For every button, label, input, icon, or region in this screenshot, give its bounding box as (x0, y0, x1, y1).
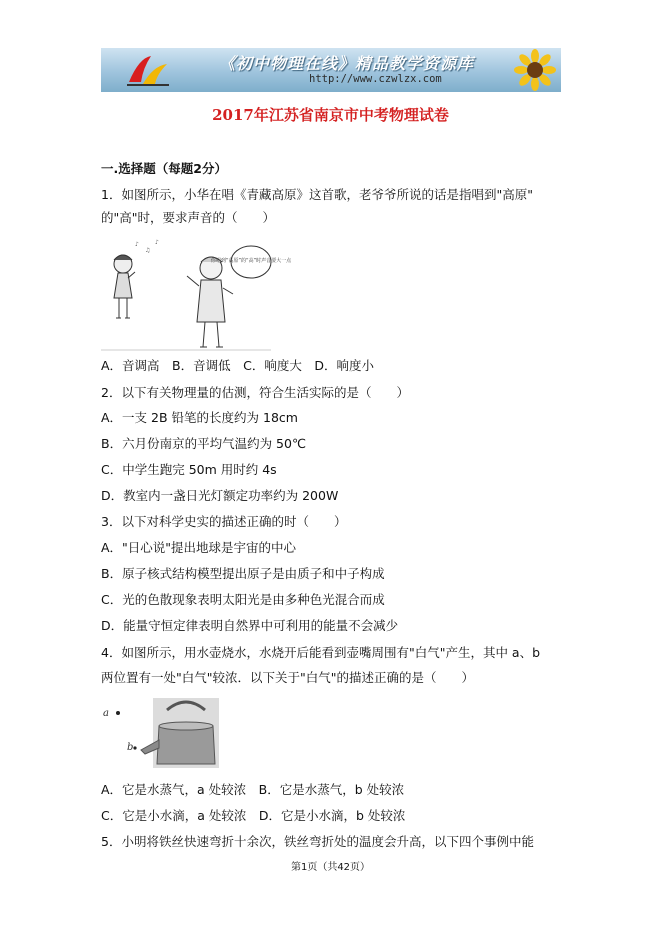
q4-options-cd: C．它是小水滴，a 处较浓 D．它是小水滴，b 处较浓 (101, 808, 406, 823)
q4-label-a: a (103, 708, 109, 719)
q4-stem-line2: 两位置有一处"白气"较浓．以下关于"白气"的描述正确的是（ ） (101, 670, 474, 685)
q2-option-a: A．一支 2B 铅笔的长度约为 18cm (101, 410, 298, 425)
q1-options: A．音调高 B．音调低 C．响度大 D．响度小 (101, 358, 374, 373)
banner-url: http://www.czwlzx.com (309, 73, 442, 85)
q3-stem: 3．以下对科学史实的描述正确的时（ ） (101, 514, 347, 529)
q1-figure-singing (101, 232, 292, 352)
svg-text:♪: ♪ (155, 239, 159, 246)
q2-stem: 2．以下有关物理量的估测，符合生活实际的是（ ） (101, 385, 409, 400)
q4-options-ab: A．它是水蒸气，a 处较浓 B．它是水蒸气，b 处较浓 (101, 782, 405, 797)
svg-text:♪: ♪ (135, 241, 139, 248)
q3-option-b: B．原子核式结构模型提出原子是由质子和中子构成 (101, 566, 385, 581)
logo-icon (125, 52, 171, 88)
document-title: 2017年江苏省南京市中考物理试卷 (212, 106, 449, 124)
svg-text:♫: ♫ (145, 247, 151, 254)
q3-option-a: A．"日心说"提出地球是宇宙的中心 (101, 540, 297, 555)
q1-bubble-text: 你唱到“高原”的“高”时声音要大一点 (210, 258, 292, 264)
header-banner (101, 48, 561, 92)
banner-title: 《初中物理在线》精品教学资源库 (219, 54, 475, 73)
q4-stem-line1: 4．如图所示，用水壶烧水，水烧开后能看到壶嘴周围有"白气"产生，其中 a、b (101, 645, 541, 660)
q1-stem-line2: 的"高"时，要求声音的（ ） (101, 210, 275, 225)
q3-option-d: D．能量守恒定律表明自然界中可利用的能量不会减少 (101, 618, 399, 633)
q5-stem-line1: 5．小明将铁丝快速弯折十余次，铁丝弯折处的温度会升高，以下四个事例中能 (101, 834, 534, 849)
sunflower-icon (515, 50, 555, 90)
q2-option-c: C．中学生跑完 50m 用时约 4s (101, 462, 277, 477)
q4-label-b: b (127, 742, 134, 753)
q1-stem-line1: 1．如图所示，小华在唱《青藏高原》这首歌，老爷爷所说的话是指唱到"高原" (101, 187, 533, 202)
q2-option-d: D．教室内一盏日光灯额定功率约为 200W (101, 488, 339, 503)
section-heading: 一.选择题（每题2分） (101, 161, 227, 176)
page-footer: 第1页（共42页） (290, 862, 371, 873)
q3-option-c: C．光的色散现象表明太阳光是由多种色光混合而成 (101, 592, 385, 607)
q2-option-b: B．六月份南京的平均气温约为 50℃ (101, 436, 306, 451)
q4-figure-kettle (101, 696, 221, 768)
